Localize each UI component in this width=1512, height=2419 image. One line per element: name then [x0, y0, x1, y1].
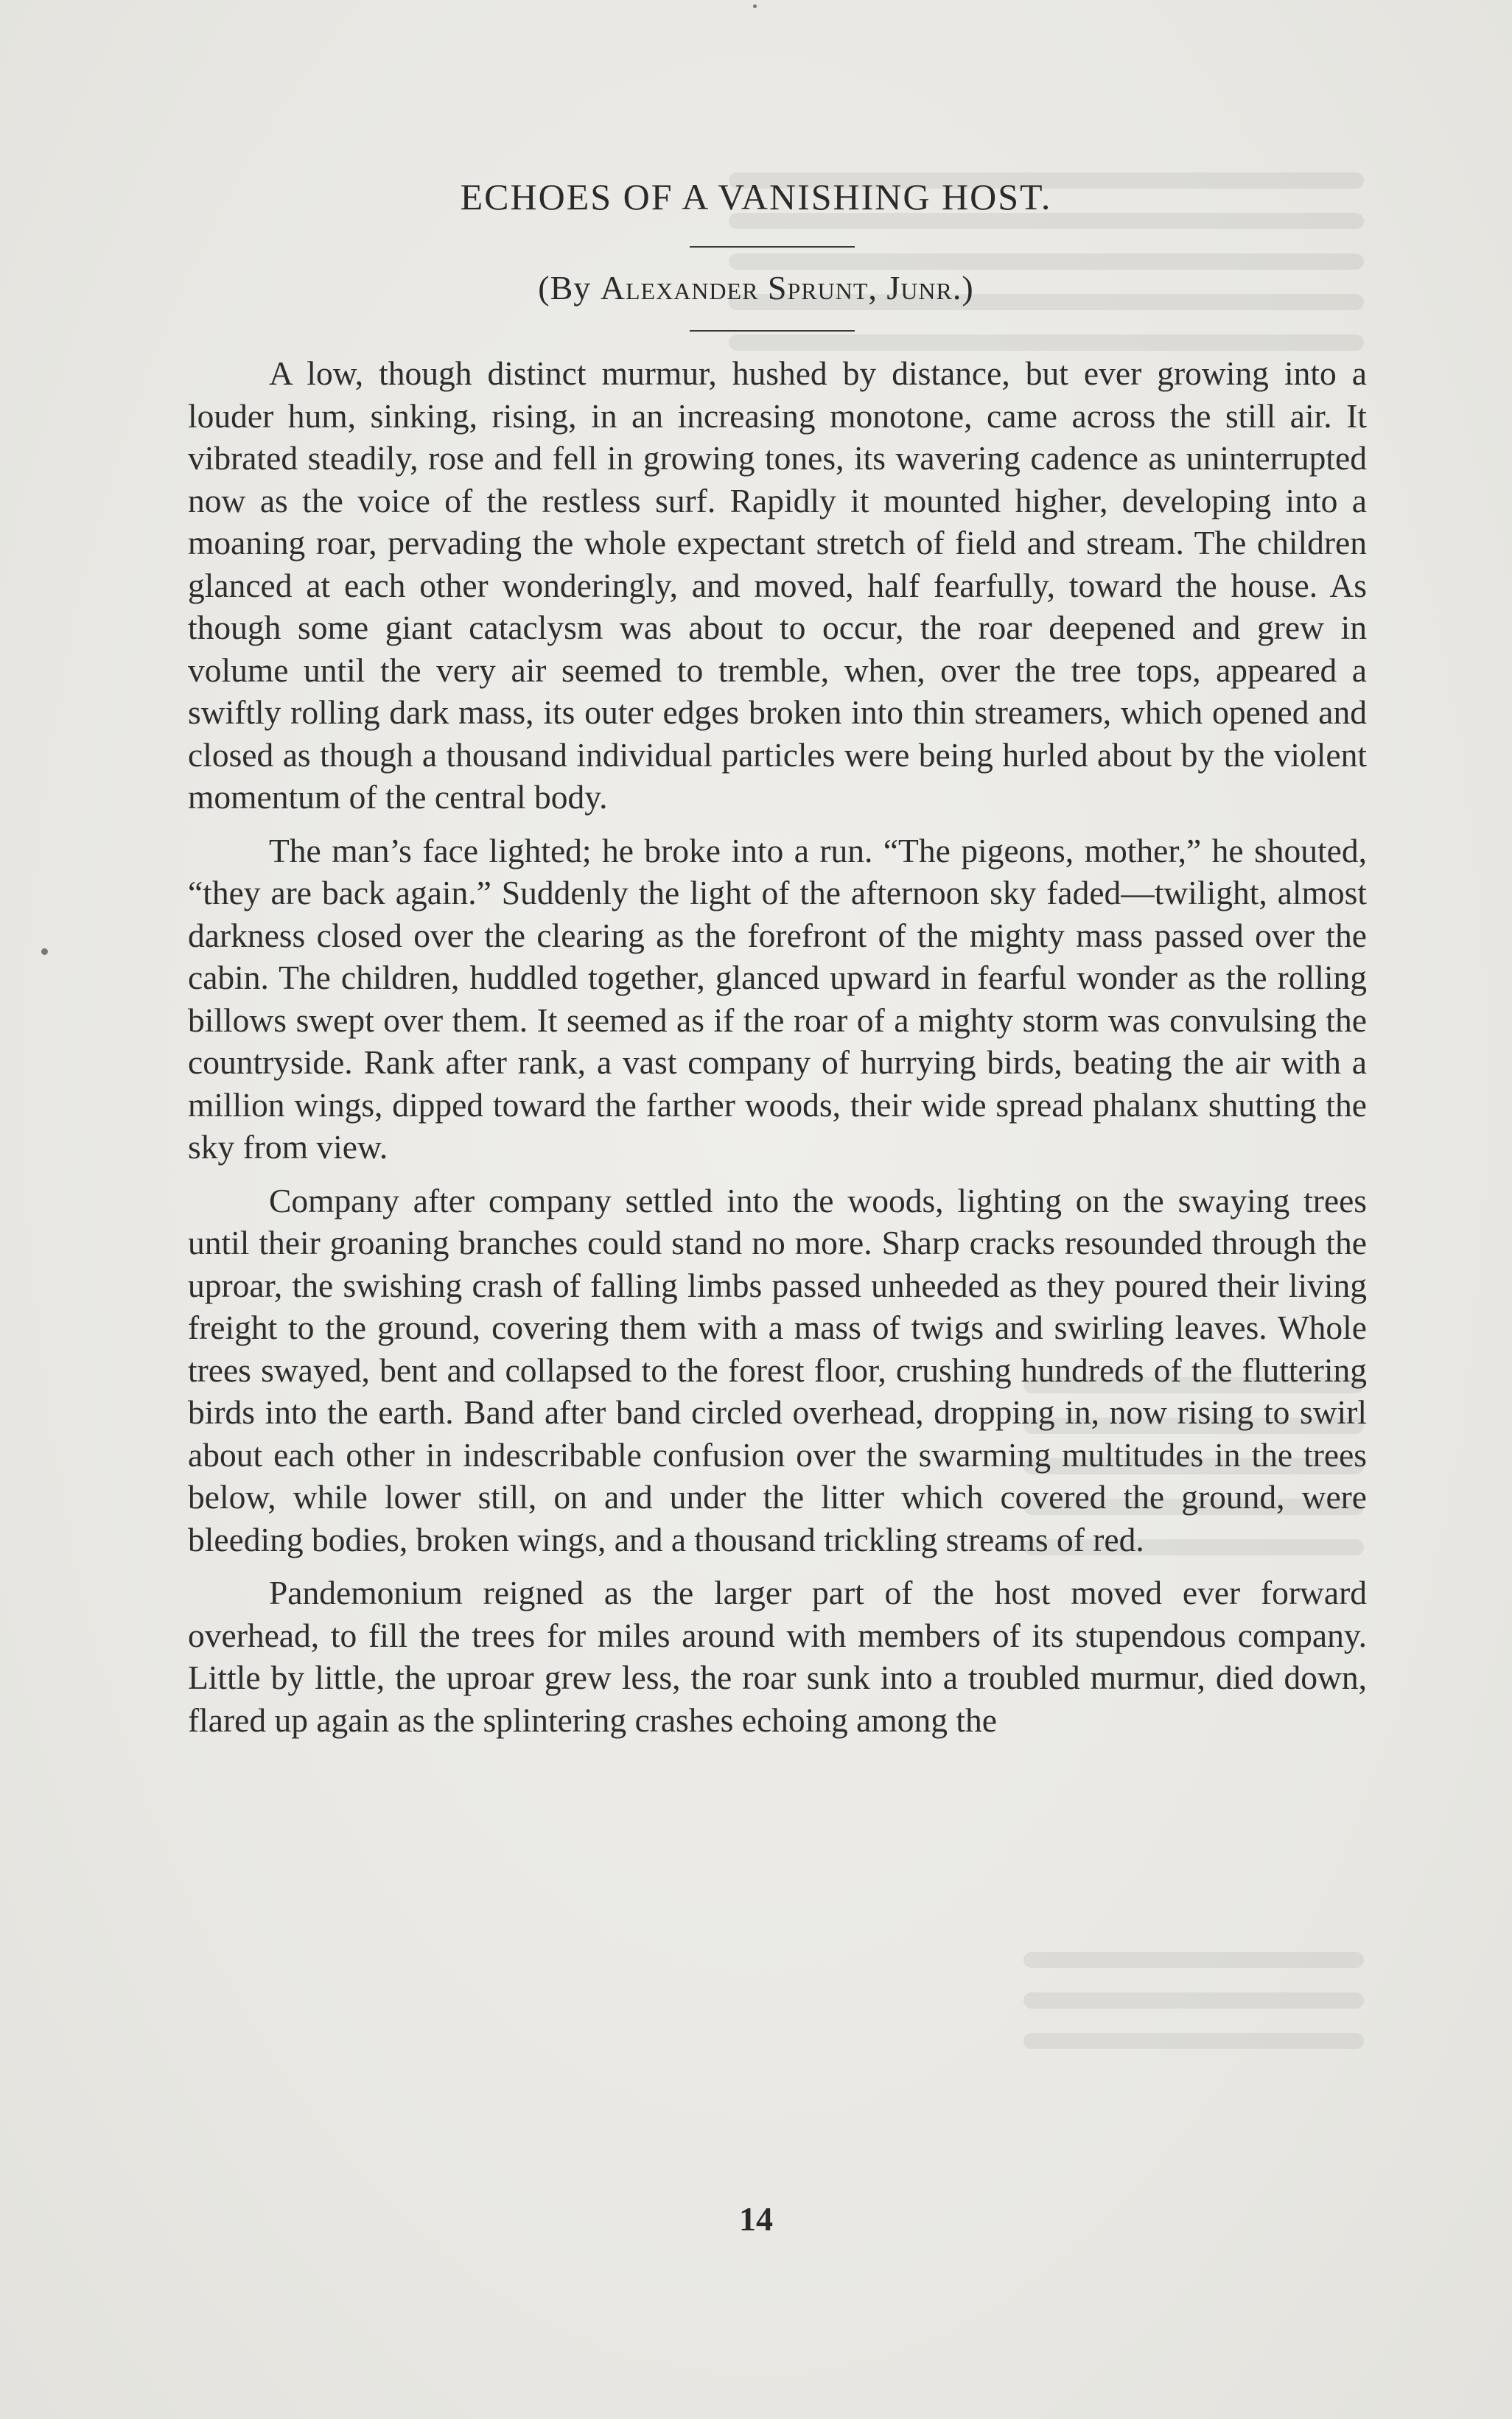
byline-open: (By: [538, 269, 601, 307]
page-number: 14: [739, 2200, 773, 2238]
paragraph: Pandemonium reigned as the larger part of the host moved ever forward overhead, to fill the trees for miles around with members of its stupendous company. Little by little, the uproar grew less, the roar sunk into a troubled murmur, died down, flared up again as the splintering crashes echoing among the: [188, 1574, 1367, 1739]
paragraph: A low, though distinct murmur, hushed by distance, but ever growing into a louder hum, sinking, rising, in an increasing monotone, came across the still air. It vibrated steadily, rose and fell in growing tones, its wavering cadence as uninterrupted now as the voice of the restless surf. Rapidly it mounted higher, developing into a moaning roar, pervading the whole expectant stretch of field and stream. The children glanced at each other wonderingly, and moved, half fearfully, toward the house. As though some giant cataclysm was about to occur, the roar deepened and grew in volume until the very air seemed to tremble, when, over the tree tops, appeared a swiftly rolling dark mass, its outer edges broken into thin streamers, which opened and closed as though a thousand individual particles were being hurled about by the violent momentum of the central body.: [188, 354, 1367, 816]
article-body: [188, 352, 1367, 1752]
title-divider-top: [690, 246, 855, 248]
paper-speck: [41, 948, 48, 955]
article-byline: [0, 268, 1512, 307]
title-divider-bottom: [690, 330, 855, 332]
paragraph: Company after company settled into the woods, lighting on the swaying trees until their groaning branches could stand no more. Sharp cracks resounded through the uproar, the swishing crash of falling limbs passed unheeded as they poured their living freight to the ground, covering them with a mass of twigs and swirling leaves. Whole trees swayed, bent and collapsed to the forest floor, crushing hundreds of the fluttering birds into the earth. Band after band circled overhead, dropping in, now rising to swirl about each other in indescribable confusion over the swarming multitudes in the trees below, while lower still, on and under the litter which covered the ground, were bleeding bodies, broken wings, and a thousand trickling streams of red.: [188, 1181, 1367, 1558]
byline-author: Alexander Sprunt, Junr.: [600, 269, 962, 307]
article-title: ECHOES OF A VANISHING HOST.: [460, 176, 1052, 217]
paragraph: The man’s face lighted; he broke into a run. “The pigeons, mother,” he shouted, “they are back again.” Suddenly the light of the afternoon sky faded—twilight, almost darkness closed over the clearing as the forefront of the mighty mass passed over the cabin. The children, huddled together, glanced upward in fearful wonder as the rolling billows swept over them. It seemed as if the roar of a mighty storm was convulsing the countryside. Rank after rank, a vast company of hurrying birds, beating the air with a million wings, dipped toward the farther woods, their wide spread phalanx shutting the sky from view.: [188, 831, 1367, 1166]
paper-speck: [753, 4, 757, 8]
byline-close: ): [962, 269, 974, 307]
